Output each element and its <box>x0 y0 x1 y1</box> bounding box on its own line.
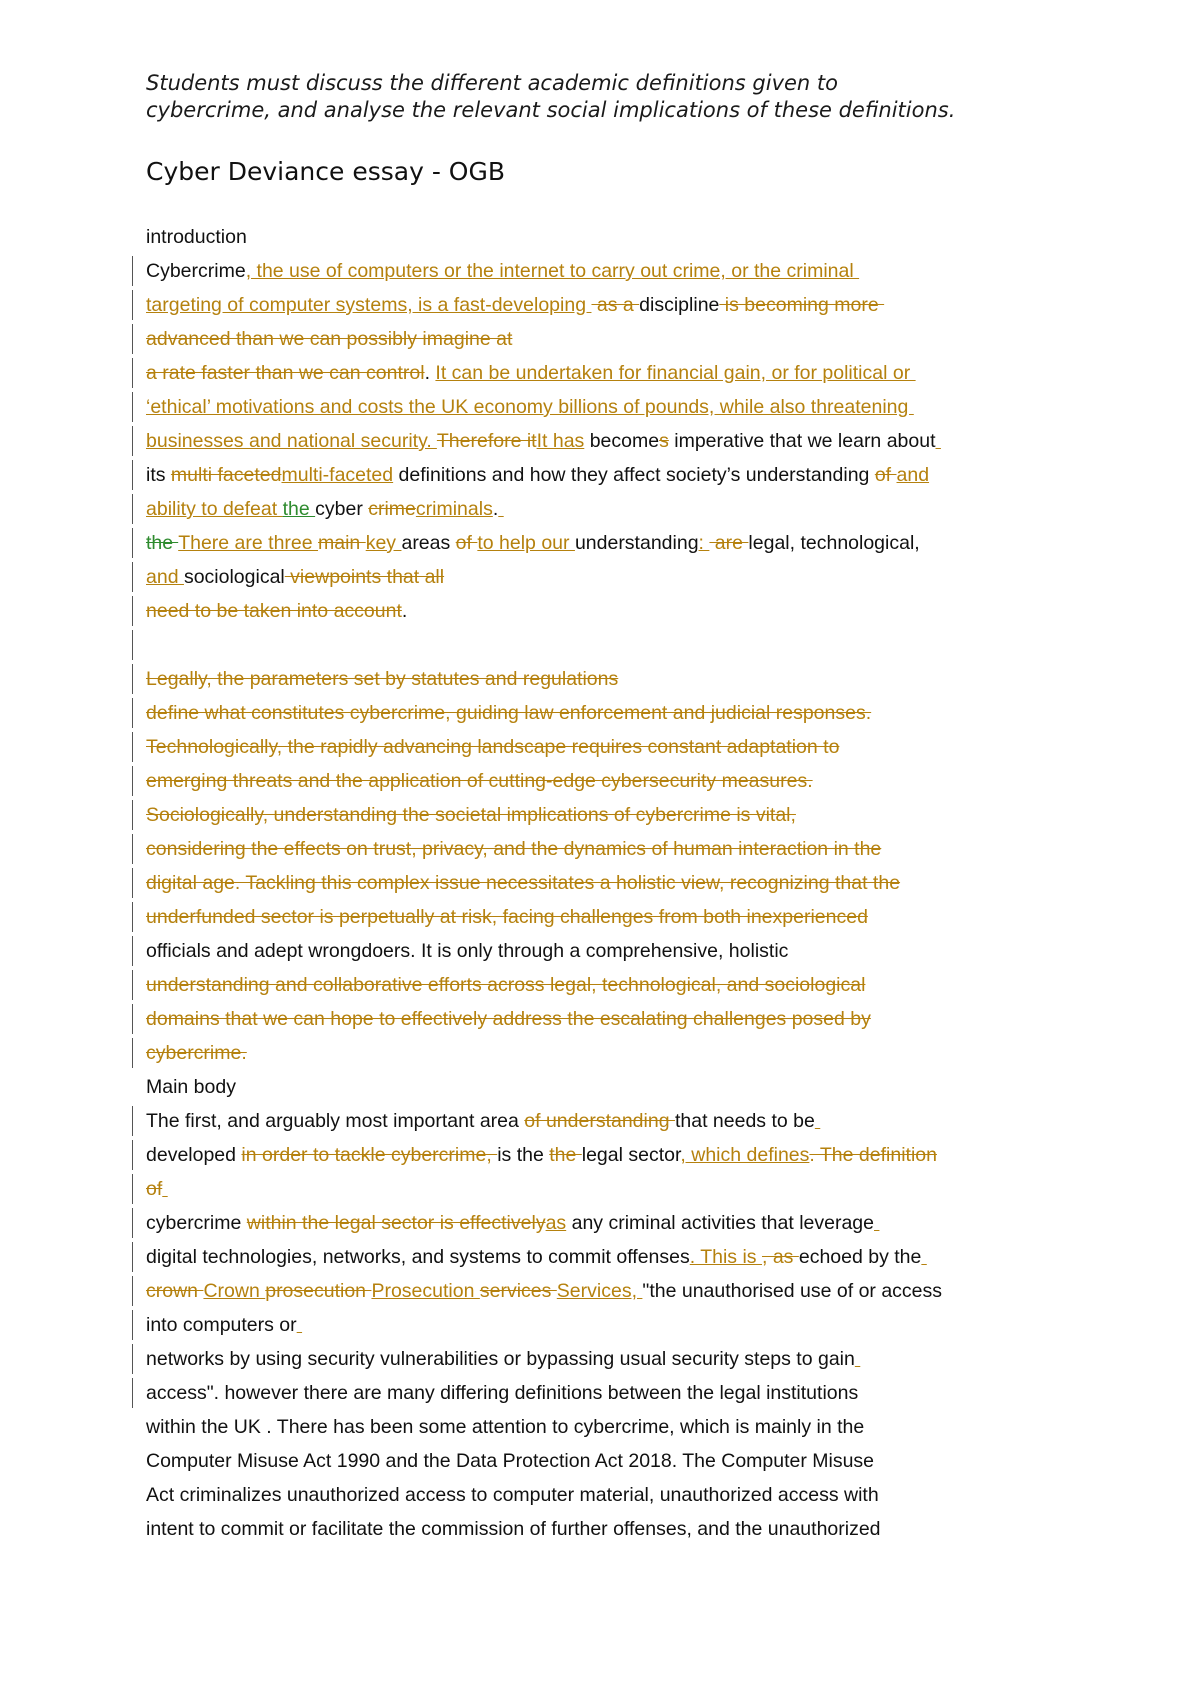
deleted-text: main <box>318 532 366 554</box>
deleted-text: define what constitutes cybercrime, guiding law enforcement and judicial responses. <box>146 702 872 724</box>
deleted-text: considering the effects on trust, privacy, and the dynamics of human interaction in the <box>146 838 882 860</box>
inserted-text: as <box>545 1212 567 1234</box>
text-run: developed <box>146 1144 242 1166</box>
deleted-text: domains that we can hope to effectively address the escalating challenges posed by <box>146 1008 871 1030</box>
text-line <box>146 356 1086 390</box>
inserted-text: , which defines <box>680 1144 810 1166</box>
deleted-text: are <box>709 532 749 554</box>
text-line <box>146 1274 1086 1308</box>
text-line <box>146 254 1086 288</box>
deleted-text: Technologically, the rapidly advancing landscape requires constant adaptation to <box>146 736 840 758</box>
text-line <box>146 492 1086 526</box>
inserted-text: and <box>896 464 930 486</box>
text-run: intent to commit or facilitate the commission of further offenses, and the unauthorized <box>146 1518 881 1540</box>
text-line <box>146 220 1086 254</box>
deleted-text: of <box>146 1178 163 1200</box>
inserted-text: to help our <box>477 532 575 554</box>
text-run: digital technologies, networks, and systems to commit offenses <box>146 1246 690 1268</box>
prompt-line-1: Students must discuss the different academic definitions given to <box>146 71 838 95</box>
deleted-text: the <box>146 532 179 554</box>
text-line <box>146 968 1086 1002</box>
text-line <box>146 1172 1086 1206</box>
text-run: access". however there are many differing definitions between the legal institutions <box>146 1382 859 1404</box>
text-line <box>146 458 1086 492</box>
text-line <box>146 900 1086 934</box>
inserted-text: , the use of computers or the internet to carry out crime, or the criminal <box>245 260 860 282</box>
deleted-text: s <box>659 430 669 452</box>
deleted-text: , as <box>761 1246 799 1268</box>
text-line <box>146 1070 1086 1104</box>
text-run: echoed by the <box>798 1246 922 1268</box>
inserted-text: the <box>282 498 316 520</box>
inserted-text: multi-faceted <box>281 464 394 486</box>
text-run: that needs to be <box>674 1110 815 1132</box>
text-line <box>146 1240 1086 1274</box>
text-run: . <box>424 362 436 384</box>
text-run: sociological <box>183 566 285 588</box>
deleted-text: digital age. Tackling this complex issue necessitates a holistic view, recognizing that the <box>146 872 901 894</box>
inserted-text: targeting of computer systems, is a fast-developing <box>146 294 592 316</box>
text-line <box>146 832 1086 866</box>
deleted-text: advanced than we can possibly imagine at <box>146 328 513 350</box>
text-line <box>146 934 1086 968</box>
deleted-text: within the legal sector is effectively <box>246 1212 546 1234</box>
inserted-text: Services, <box>556 1280 643 1302</box>
inserted-text: It has <box>536 430 585 452</box>
text-run: Act criminalizes unauthorized access to computer material, unauthorized access with <box>146 1484 879 1506</box>
deleted-text: as a <box>591 294 640 316</box>
inserted-text: There are three <box>178 532 319 554</box>
text-line <box>146 560 1086 594</box>
text-line <box>146 594 1086 628</box>
deleted-text: multi faceted <box>170 464 282 486</box>
text-run: discipline <box>639 294 720 316</box>
text-run: within the UK . There has been some attention to cybercrime, which is mainly in the <box>146 1416 865 1438</box>
inserted-text <box>297 1314 302 1336</box>
deleted-text: Sociologically, understanding the societal implications of cybercrime is vital, <box>146 804 796 826</box>
text-run: . <box>401 600 408 622</box>
deleted-text: of <box>874 464 897 486</box>
assignment-prompt <box>146 70 1106 124</box>
inserted-text <box>162 1178 167 1200</box>
text-line <box>146 1036 1086 1070</box>
text-line <box>146 1308 1086 1342</box>
inserted-text: ability to defeat <box>146 498 283 520</box>
text-run: imperative that we learn about <box>668 430 936 452</box>
text-line <box>146 390 1086 424</box>
text-run: The first, and arguably most important area <box>146 1110 525 1132</box>
deleted-text: prosecution <box>265 1280 372 1302</box>
text-run: cybercrime <box>146 1212 247 1234</box>
inserted-text <box>498 498 503 520</box>
deleted-text: crime <box>368 498 416 520</box>
text-line <box>146 1206 1086 1240</box>
text-run: become <box>584 430 660 452</box>
text-line <box>146 798 1086 832</box>
inserted-text <box>855 1348 860 1370</box>
inserted-text: . This is <box>689 1246 762 1268</box>
deleted-text: services <box>479 1280 557 1302</box>
text-line <box>146 696 1086 730</box>
text-run: Main body <box>146 1076 236 1098</box>
text-line <box>146 1342 1086 1376</box>
inserted-text <box>921 1246 926 1268</box>
prompt-line-2: cybercrime, and analyse the relevant social implications of these definitions. <box>146 98 956 122</box>
deleted-text: is becoming more <box>719 294 885 316</box>
deleted-text: the <box>549 1144 582 1166</box>
deleted-text: . The definition <box>809 1144 937 1166</box>
text-line <box>146 424 1086 458</box>
essay-body[interactable] <box>146 220 1086 1546</box>
text-run: legal, technological, <box>748 532 920 554</box>
text-run: into computers or <box>146 1314 297 1336</box>
text-line <box>146 730 1086 764</box>
text-line <box>146 288 1086 322</box>
text-line <box>146 628 1086 662</box>
deleted-text: underfunded sector is perpetually at risk, facing challenges from both inexperienced <box>146 906 868 928</box>
text-line <box>146 1512 1086 1546</box>
text-run: is the <box>497 1144 550 1166</box>
text-run: legal sector <box>581 1144 681 1166</box>
text-line <box>146 1478 1086 1512</box>
text-run: its <box>146 464 171 486</box>
deleted-text: a rate faster than we can control <box>146 362 425 384</box>
text-run: areas <box>401 532 456 554</box>
essay-title: Cyber Deviance essay - OGB <box>146 157 505 186</box>
inserted-text: criminals <box>415 498 493 520</box>
text-run: cyber <box>315 498 369 520</box>
text-line <box>146 764 1086 798</box>
text-line <box>146 1444 1086 1478</box>
text-line <box>146 662 1086 696</box>
deleted-text: understanding and collaborative efforts across legal, technological, and sociological <box>146 974 866 996</box>
text-line <box>146 1376 1086 1410</box>
text-run: Cybercrime <box>146 260 246 282</box>
inserted-text: businesses and national security. <box>146 430 437 452</box>
inserted-text: Crown <box>203 1280 266 1302</box>
text-line <box>146 1138 1086 1172</box>
text-run: officials and adept wrongdoers. It is only through a comprehensive, holistic <box>146 940 789 962</box>
inserted-text: : <box>698 532 710 554</box>
inserted-text: ‘ethical’ motivations and costs the UK economy billions of pounds, while also threatening <box>146 396 914 418</box>
inserted-text <box>815 1110 820 1132</box>
inserted-text: It can be undertaken for financial gain, or for political or <box>435 362 916 384</box>
text-line <box>146 322 1086 356</box>
text-line <box>146 1104 1086 1138</box>
text-run: "the unauthorised use of or access <box>642 1280 943 1302</box>
inserted-text <box>936 430 941 452</box>
deleted-text: of <box>455 532 478 554</box>
inserted-text <box>874 1212 879 1234</box>
text-run: networks by using security vulnerabilities or bypassing usual security steps to gain <box>146 1348 855 1370</box>
text-run: understanding <box>574 532 699 554</box>
deleted-text: in order to tackle cybercrime, <box>241 1144 498 1166</box>
text-run: introduction <box>146 226 247 248</box>
deleted-text: Legally, the parameters set by statutes and regulations <box>146 668 619 690</box>
text-run: any criminal activities that leverage <box>566 1212 874 1234</box>
deleted-text: of understanding <box>524 1110 675 1132</box>
deleted-text: emerging threats and the application of cutting-edge cybersecurity measures. <box>146 770 813 792</box>
text-run: . <box>492 498 499 520</box>
inserted-text: key <box>365 532 402 554</box>
text-line <box>146 866 1086 900</box>
deleted-text: viewpoints that all <box>284 566 445 588</box>
deleted-text: need to be taken into account <box>146 600 402 622</box>
deleted-text: cybercrime. <box>146 1042 247 1064</box>
text-line <box>146 526 1086 560</box>
text-run: Computer Misuse Act 1990 and the Data Protection Act 2018. The Computer Misuse <box>146 1450 875 1472</box>
deleted-text: crown <box>146 1280 204 1302</box>
text-line <box>146 1410 1086 1444</box>
inserted-text: and <box>146 566 184 588</box>
inserted-text: Prosecution <box>371 1280 480 1302</box>
text-run: definitions and how they affect society’s understanding <box>393 464 875 486</box>
text-line <box>146 1002 1086 1036</box>
deleted-text: Therefore it <box>436 430 537 452</box>
